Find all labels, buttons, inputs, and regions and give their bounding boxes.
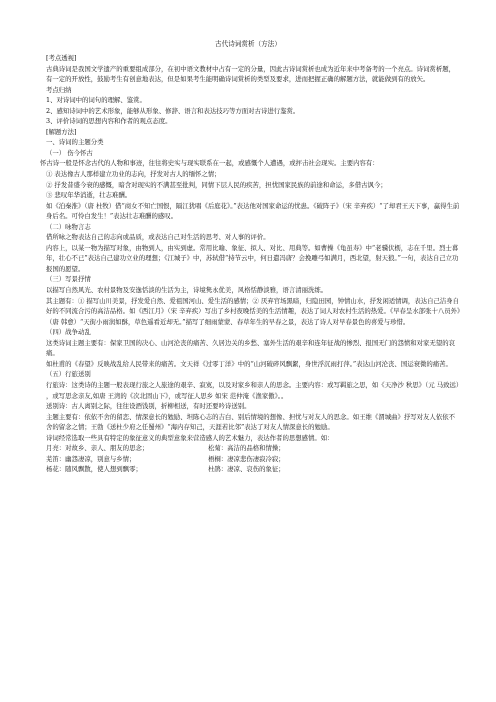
paragraph: 其主题有：① 描写山川美景，抒发爱自然、爱祖国河山、爱生活的感情；② 厌弃官场黑暗，归隐田园，钟情山水，抒发闲适情调，表达自己洁身自好的不同流合污的高洁品格。如《西江月》（宋 辛弃疾）写出了乡村夜晚恬美的生活情趣，表达了词人对农村生活的热爱。《早春呈水部张十八员外》（唐 韩愈）“天街小雨润如酥，草色遥看近却无。”描写了细雨蒙蒙、春草年生的早春之景，表达了诗人对早春景色的喜爱与珍惜。 (46, 296, 461, 326)
paragraph: （一） 伤今怀古 (46, 148, 93, 157)
paragraph: 1、对诗词中的词句的理解、鉴赏。 (46, 96, 146, 105)
paragraph: [解题方法] (46, 127, 77, 136)
document-body (40, 53, 461, 475)
imagery-cell: 芜笛：幽怨凄凉，别意与乡情； (46, 454, 136, 463)
paragraph: （三）写景抒情 (46, 275, 91, 284)
paragraph: 2、感知诗词中的艺术形象，能够从形象、修辞、语言和表达技巧等方面对古诗进行鉴赏。 (46, 106, 300, 115)
paragraph: ③ 悲叹年华消逝，壮志难酬。 (46, 191, 132, 200)
imagery-cell: 梧桐：凄凉悲伤凄寂冷寂； (208, 454, 285, 463)
imagery-cell: 杨花：随风飘散，使人想到飘零； (46, 465, 142, 474)
paragraph: [考点透视] (46, 54, 77, 62)
paragraph: 诗词经常选取一些具有特定的象征意义的典型意象来营造感人的艺术魅力，表达作者的思想感情。如： (46, 433, 334, 442)
imagery-cell: 杜鹃：凄凉、哀伤的象征； (208, 465, 285, 474)
paragraph: 这类诗词主题主要有：保家卫国的决心、山河沦丧的痛苦、久居边关的乡愁、塞外生活的艰辛和连年征战的惨烈、报国无门的怨愤和对家无望的哀痛。 (46, 338, 455, 358)
paragraph: 主题主要有：依依不舍的留恋、情深意长的勉励、坦陈心志的吉白、别后情境的想像、担忧与对友人的思念。如王维《渭城曲》抒写对友人依依不舍的留念之情；王勃《送杜少府之任蜀州》“海内存知己，天涯若比邻”表达了对友人情深意长的勉励。 (46, 412, 455, 432)
paragraph: ② 抒发昔盛今衰的感慨，暗含对现实的不满甚至批判，同情下层人民的疾苦，担忧国家民族的前途和命运，多借古讽今； (46, 180, 387, 189)
paragraph: 如《泊秦淮》（唐 杜牧）借“商女不知亡国恨，隔江犹唱《后庭花》。”表达他对国家命运的忧患。《破阵子》（宋 辛弃疾）“了却君王天下事，赢得生前身后名。可怜白发生！”表达壮志难酬的感叹。 (46, 201, 460, 221)
imagery-row (40, 454, 461, 465)
paragraph: （二）咏物言志 (46, 222, 91, 231)
paragraph: 行旅诗：这类诗的主题一般表现行旅之人旅途的艰辛、寂寞，以及对家乡和亲人的思念。主要内容：或写羁旅之思，如《天净沙 秋思》（元 马致远） (46, 380, 463, 389)
paragraph: 内容上，以某一物为描写对象，由物到人，由实到虚。常用比喻、象征、拟人、对比、用典等。如曹操《龟虽寿》中“老骥伏枥，志在千里。烈士暮年，壮心不已”表达自己建功立业的理想；《江城子》中，苏轼借“持节云中，何日遣冯唐？会挽雕弓如满月，西北望，射天狼。”一句，表达自己立功报国的愿望。 (46, 243, 459, 273)
paragraph: 借所咏之物表达自己的志向或品质，或表达自己对生活的思考、对人事的评价。 (46, 233, 270, 242)
paragraph: 古典诗词是我国文学遗产的重要组成部分，在初中语文教材中占有一定的分量，因此古诗词赏析也成为近年来中考备考的一个亮点。诗词赏析题，有一定的开放性，鼓励考生有创意地表达，但是如果考生能明确诗词赏析的类型及要求，进而把握正确的解题方法，就能做到有的放矢。 (46, 64, 455, 84)
imagery-cell: 松菊：高洁的品格和情操； (208, 444, 285, 453)
paragraph: 一、诗词的主题分类 (46, 138, 104, 147)
paragraph: 考点归纳 (46, 85, 72, 94)
paragraph: 3、评价诗词的思想内容和作者的观点态度。 (46, 117, 172, 126)
paragraph: （五）行旅送别 (46, 370, 91, 379)
paragraph: 以描写自然风光、农村景物及安逸恬淡的生活为主，诗境隽永优美，风格恬静淡雅，语言清丽洗练。 (46, 286, 328, 295)
paragraph: ① 表达像古人那样建立功业的志向，抒发对古人的缅怀之情； (46, 170, 221, 179)
paragraph: 怀古诗一般是怀念古代的人物和事迹，往往将史实与现实联系在一起，或感慨个人遭遇，或抨击社会现实。主要内容有： (40, 159, 379, 168)
paragraph: 如杜甫的《春望》反映战乱给人民带来的痛苦。文天祥《过零丁洋》中的“山河破碎风飘絮，身世浮沉雨打萍。”表达山河沦丧、国运衰微的痛苦。 (46, 359, 452, 368)
imagery-cell: 月亮：对故乡、亲人、朋友的思念； (46, 444, 149, 453)
paragraph: ，或写思念亲友,如唐 王湾的《次北固山下》，或写征人思乡 如宋 范仲淹《渔家傲》。。 (46, 391, 288, 400)
imagery-row (40, 464, 461, 475)
paragraph: 送别诗：古人离别之际，往往设酒饯别，折柳相送，有时还要吟诗送别。 (46, 402, 251, 411)
paragraph: （四）战争动乱 (46, 328, 91, 337)
document-title: 古代诗词赏析（方法） (215, 40, 281, 48)
imagery-row (40, 443, 461, 454)
